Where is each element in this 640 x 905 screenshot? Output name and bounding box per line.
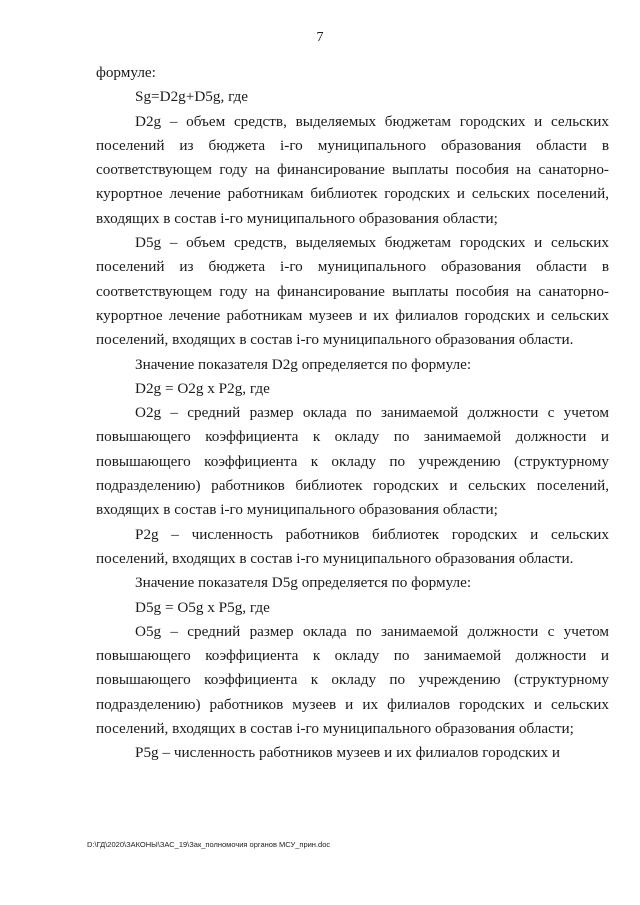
page-number: 7 — [316, 30, 324, 45]
footer-file-path: D:\ГД\2020\ЗАКОНЫ\ЗАС_19\Зак_полномочия органов МСУ_прин.doc — [87, 840, 331, 849]
paragraph-p2g-definition: P2g – численность работников библиотек городских и сельских поселений, входящих в состав i-го муниципального образования области. — [96, 525, 609, 567]
paragraph-o5g-definition: O5g – средний размер оклада по занимаемой должности с учетом повышающего коэффициента к окладу по занимаемой должности и повышающего коэффициента к окладу по учреждению (структурному подразделению) работников музеев и их филиалов городских и сельских поселений, входящих в состав i-го муниципального образования области; — [96, 622, 609, 738]
paragraph-p5g-definition: P5g – численность работников музеев и их филиалов городских и — [135, 744, 560, 762]
paragraph-o2g-definition: O2g – средний размер оклада по занимаемой должности с учетом повышающего коэффициента к окладу по занимаемой должности и повышающего коэффициента к окладу по учреждению (структурному подразделению) работников библиотек городских и сельских поселений, входящих в состав i-го муниципального образования области; — [96, 404, 609, 519]
paragraph-d5g-definition: D5g – объем средств, выделяемых бюджетам городских и сельских поселений из бюджета i-го муниципального образования области в соответствующем году на финансирование выплаты пособия на санаторно-курортное лечение работникам музеев и их филиалов городских и сельских поселений, входящих в состав i-го муниципального образования области. — [96, 234, 609, 349]
document-body — [96, 61, 609, 766]
paragraph-d2g-value-intro: Значение показателя D2g определяется по формуле: — [135, 355, 472, 373]
formula-sg: Sg=D2g+D5g, где — [135, 88, 249, 106]
paragraph-d2g-definition: D2g – объем средств, выделяемых бюджетам городских и сельских поселений из бюджета i-го муниципального образования области в соответствующем году на финансирование выплаты пособия на санаторно-курортное лечение работникам библиотек городских и сельских поселений, входящих в состав i-го муниципального образования области; — [96, 112, 609, 227]
paragraph-d5g-value-intro: Значение показателя D5g определяется по формуле: — [135, 574, 472, 592]
formula-d5g: D5g = O5g x P5g, где — [135, 598, 270, 616]
paragraph-formula-intro: формуле: — [96, 64, 156, 81]
formula-d2g: D2g = O2g x P2g, где — [135, 379, 270, 397]
